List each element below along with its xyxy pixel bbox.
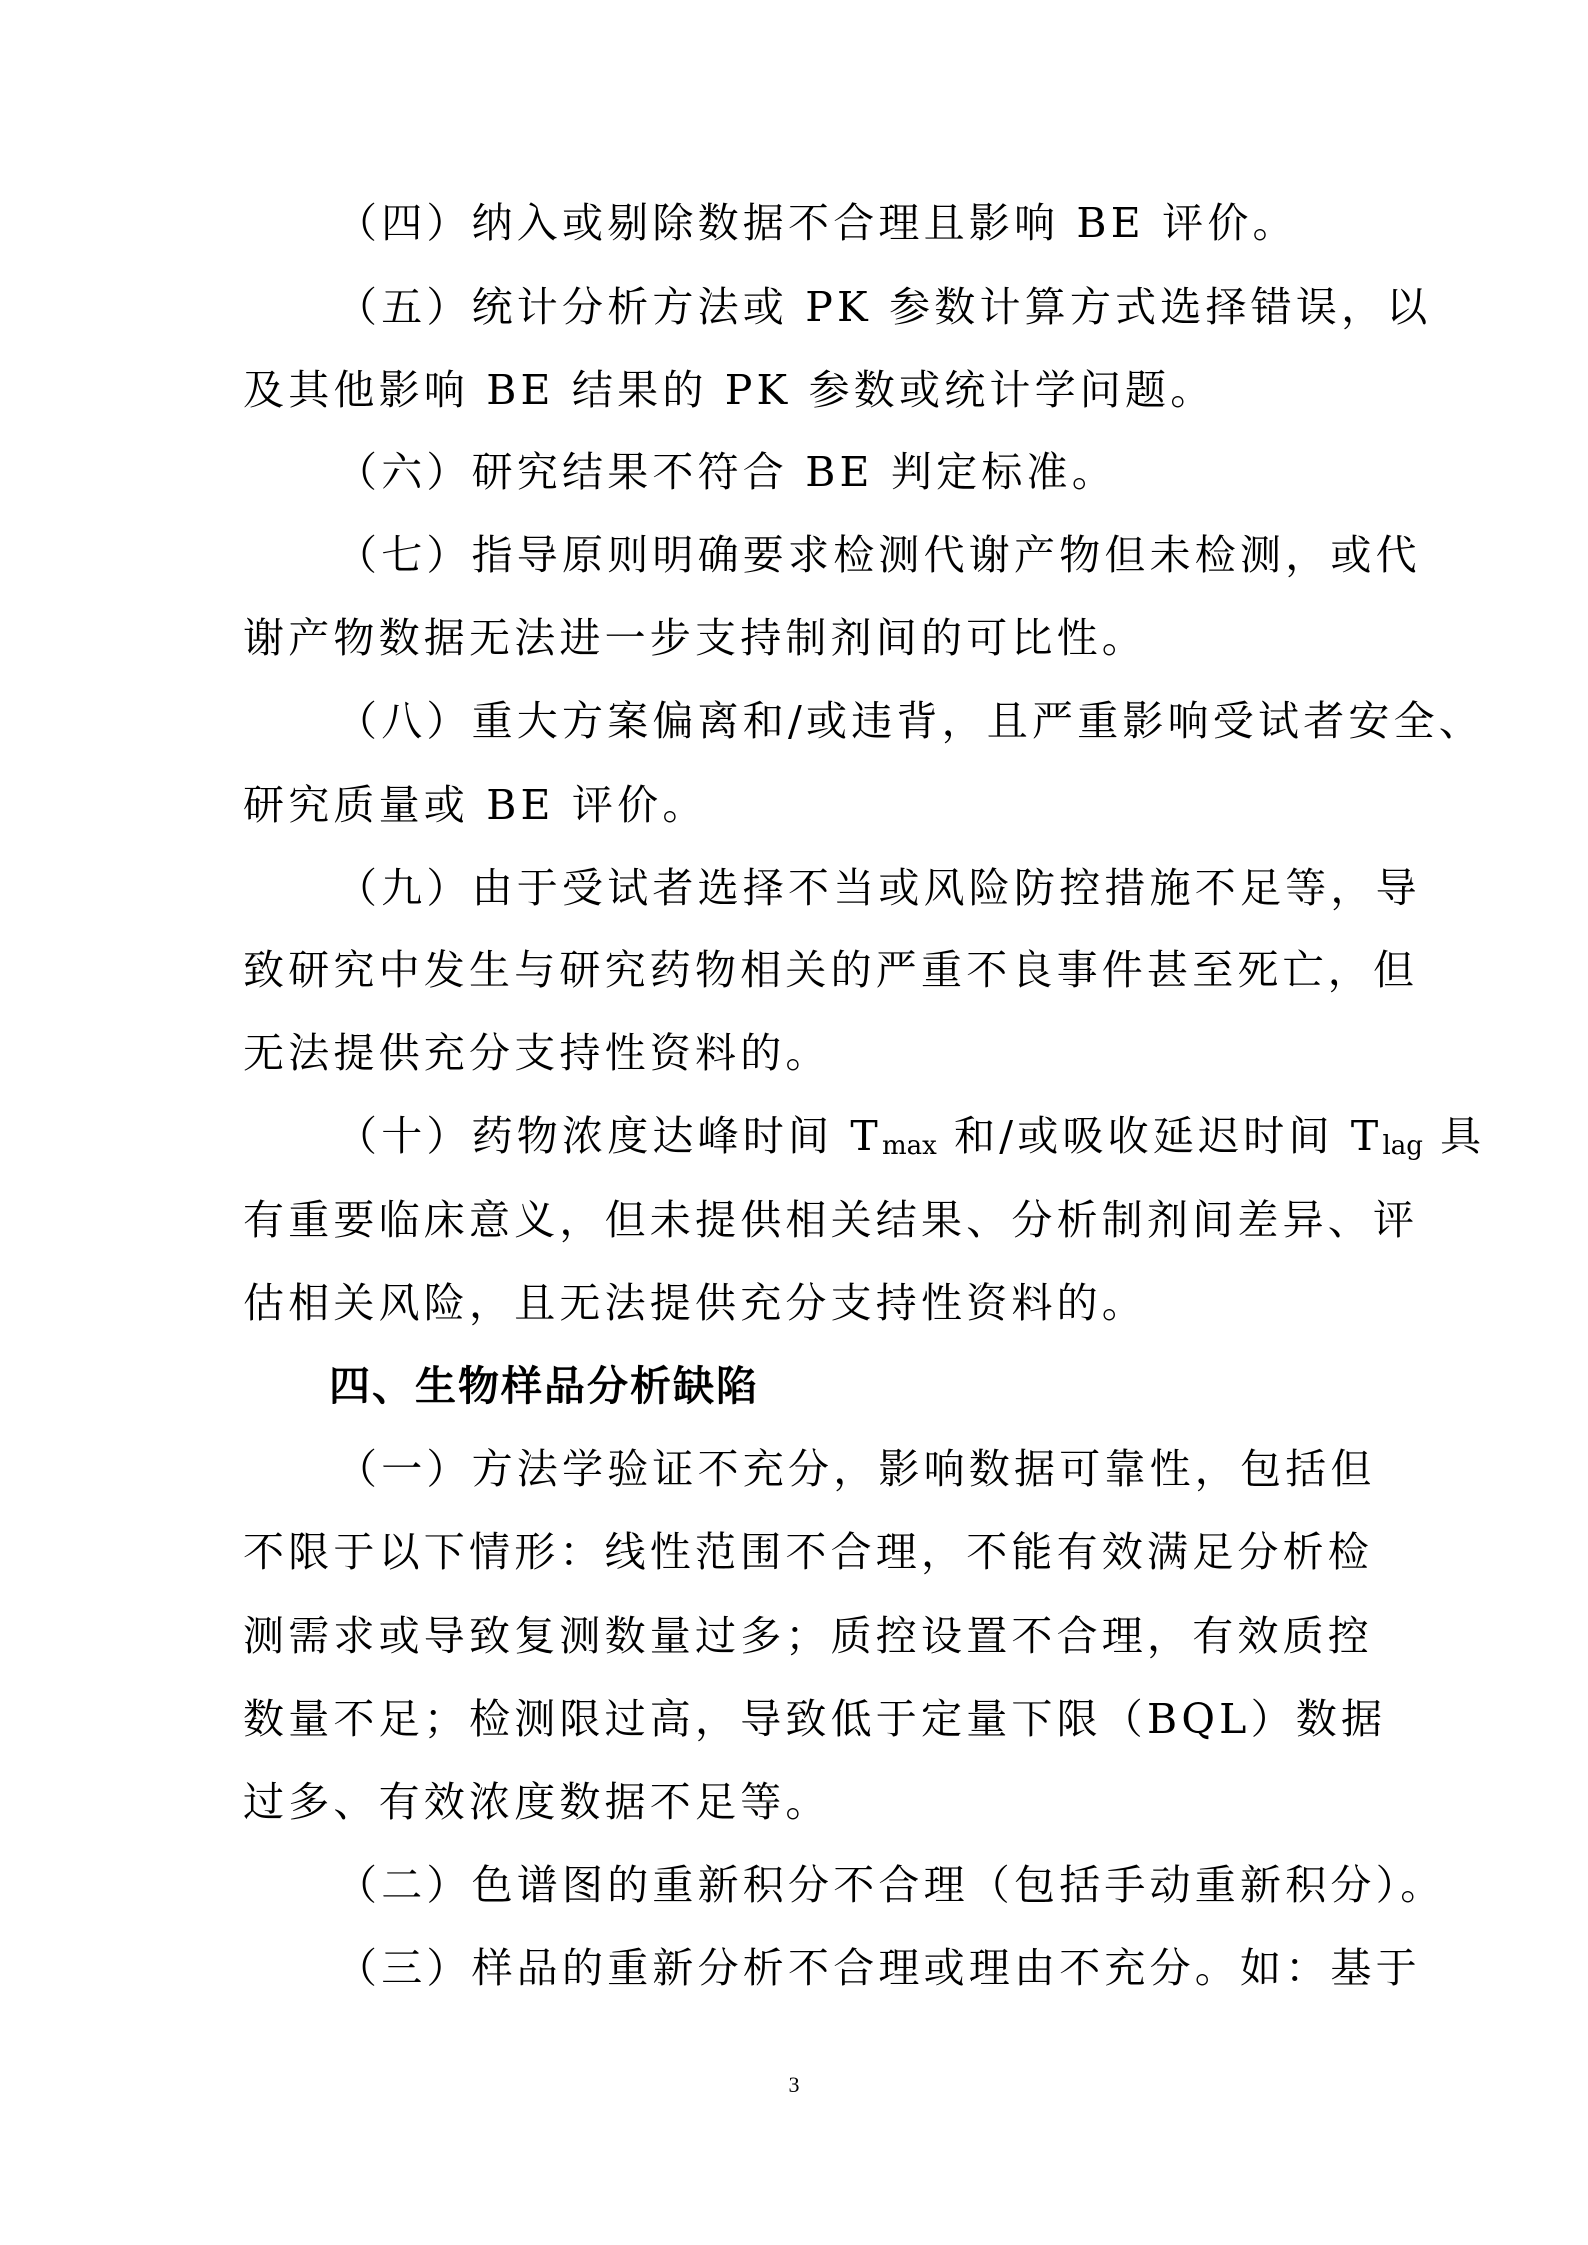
paragraph-line: 无法提供充分支持性资料的。 xyxy=(243,1029,831,1077)
paragraph-line: 研究质量或 BE 评价。 xyxy=(243,781,708,829)
paragraph-line: 估相关风险，且无法提供充分支持性资料的。 xyxy=(243,1279,1147,1327)
paragraph-line: （八）重大方案偏离和/或违背，且严重影响受试者安全、 xyxy=(336,697,1485,745)
paragraph-line: （五）统计分析方法或 PK 参数计算方式选择错误，以 xyxy=(336,283,1432,331)
paragraph-line: （三）样品的重新分析不合理或理由不充分。如：基于 xyxy=(336,1944,1421,1992)
item10-text-a: （十）药物浓度达峰时间 T xyxy=(336,1112,882,1160)
paragraph-line-item-10 xyxy=(336,1111,1486,1161)
paragraph-line: （二）色谱图的重新积分不合理（包括手动重新积分）。 xyxy=(336,1861,1446,1909)
paragraph-line: 数量不足；检测限过高，导致低于定量下限（BQL）数据 xyxy=(243,1695,1387,1743)
paragraph-line: 不限于以下情形：线性范围不合理，不能有效满足分析检 xyxy=(243,1528,1373,1576)
paragraph-line: 有重要临床意义，但未提供相关结果、分析制剂间差异、评 xyxy=(243,1196,1419,1244)
subscript-lag: lag xyxy=(1382,1131,1423,1161)
paragraph-line: （四）纳入或剔除数据不合理且影响 BE 评价。 xyxy=(336,199,1298,247)
paragraph-line: （九）由于受试者选择不当或风险防控措施不足等，导 xyxy=(336,864,1421,912)
paragraph-line: （七）指导原则明确要求检测代谢产物但未检测，或代 xyxy=(336,531,1421,579)
paragraph-line: 及其他影响 BE 结果的 PK 参数或统计学问题。 xyxy=(243,366,1216,414)
paragraph-line: 过多、有效浓度数据不足等。 xyxy=(243,1778,831,1826)
paragraph-line: （一）方法学验证不充分，影响数据可靠性，包括但 xyxy=(336,1445,1376,1493)
section-heading: 四、生物样品分析缺陷 xyxy=(329,1362,759,1410)
item10-text-c: 具 xyxy=(1422,1112,1486,1160)
subscript-max: max xyxy=(881,1131,937,1161)
page-number: 3 xyxy=(788,2072,800,2097)
paragraph-line: 谢产物数据无法进一步支持制剂间的可比性。 xyxy=(243,614,1147,662)
item10-text-b: 和/或吸收延迟时间 T xyxy=(936,1112,1383,1160)
paragraph-line: （六）研究结果不符合 BE 判定标准。 xyxy=(336,448,1117,496)
paragraph-line: 测需求或导致复测数量过多；质控设置不合理，有效质控 xyxy=(243,1612,1373,1660)
paragraph-line: 致研究中发生与研究药物相关的严重不良事件甚至死亡，但 xyxy=(243,946,1419,994)
